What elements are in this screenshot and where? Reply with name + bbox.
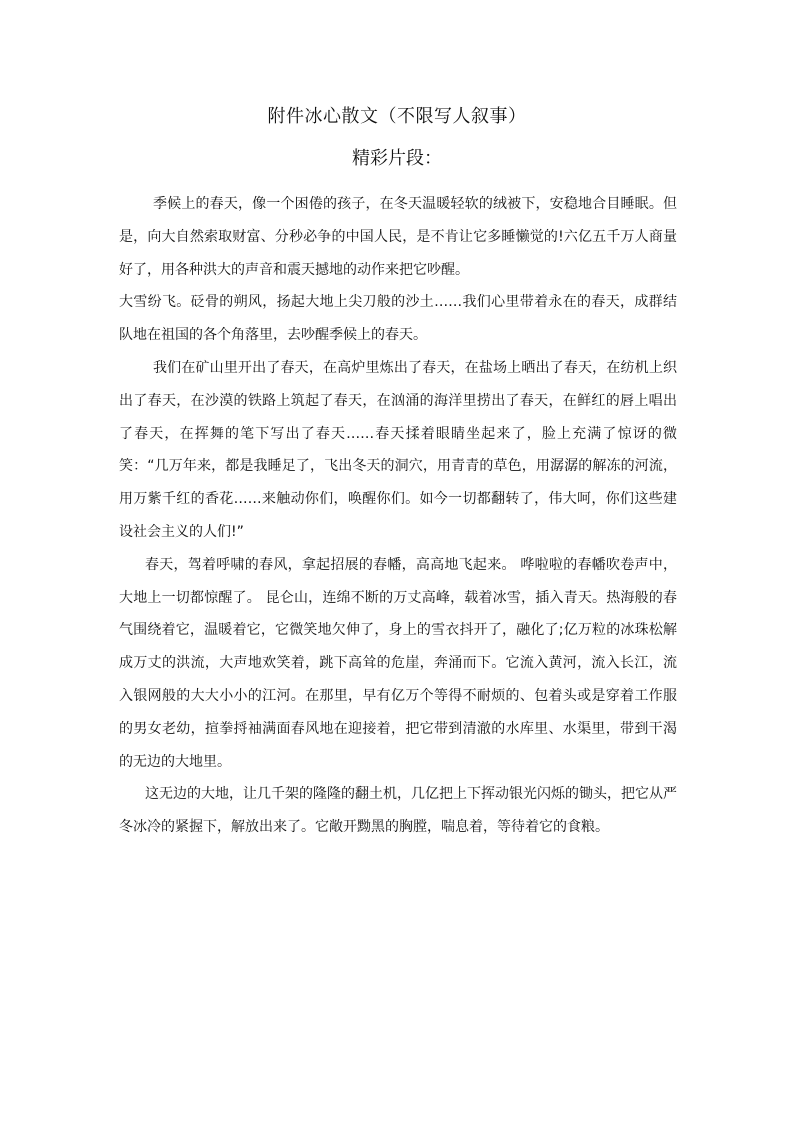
document-title: 附件冰心散文（不限写人叙事） [267,106,527,127]
document-body [119,188,677,844]
paragraph-3: 我们在矿山里开出了春天，在高炉里炼出了春天，在盐场上晒出了春天，在纺机上织出了春天，在沙漠的铁路上筑起了春天，在汹涌的海洋里捞出了春天，在鲜红的唇上唱出了春天，在挥舞的笔下写出了春天……春天揉着眼睛坐起来了，脸上充满了惊讶的微笑：“几万年来，都是我睡足了，飞出冬天的洞穴，用青青的草色，用潺潺的解冻的河流，用万紫千红的香花……来触动你们，唤醒你们。如今一切都翻转了，伟大呵，你们这些建设社会主义的人们!” [119,359,677,540]
paragraph-5: 这无边的大地，让几千架的隆隆的翻土机，几亿把上下挥动银光闪烁的锄头，把它从严冬冰冷的紧握下，解放出来了。它敞开黝黑的胸膛，喘息着，等待着它的食粮。 [119,786,677,836]
paragraph-2: 大雪纷飞。砭骨的朔风，扬起大地上尖刀般的沙土……我们心里带着永在的春天，成群结队地在祖国的各个角落里，去吵醒季候上的春天。 [119,294,677,344]
paragraph-4: 春天，驾着呼啸的春风，拿起招展的春幡，高高地飞起来。 哗啦啦的春幡吹卷声中，大地上一切都惊醒了。 昆仑山，连绵不断的万丈高峰，载着冰雪，插入青天。热海般的春气围绕着它，温暖着它，它微笑地欠伸了，身上的雪衣抖开了，融化了;亿万粒的冰珠松解成万丈的洪流，大声地欢笑着，跳下高耸的危崖，奔涌而下。它流入黄河，流入长江，流入银网般的大大小小的江河。在那里，早有亿万个等得不耐烦的、包着头或是穿着工作服的男女老幼，揎拳捋袖满面春风地在迎接着，把它带到清澈的水库里、水渠里，带到干渴的无边的大地里。 [119,556,677,770]
section-heading: 精彩片段： [352,148,442,169]
paragraph-1: 季候上的春天，像一个困倦的孩子，在冬天温暖轻软的绒被下，安稳地合目睡眠。但是，向大自然索取财富、分秒必争的中国人民，是不肯让它多睡懒觉的!六亿五千万人商量好了，用各种洪大的声音和震天撼地的动作来把它吵醒。 [119,196,677,278]
